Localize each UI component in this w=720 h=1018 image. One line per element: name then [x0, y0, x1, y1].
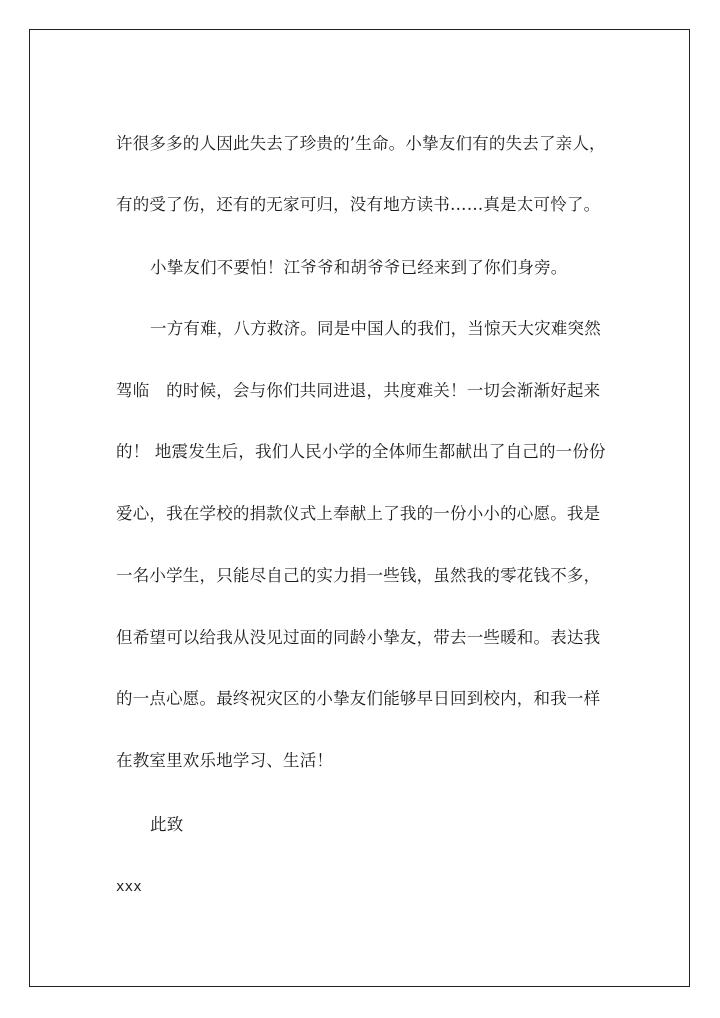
body-line-7: 爱心，我在学校的捐款仪式上奉献上了我的一份小小的心愿。我是	[116, 504, 601, 523]
body-line-9: 但希望可以给我从没见过面的同龄小挚友，带去一些暖和。表达我	[116, 628, 601, 647]
body-line-2: 有的受了伤，还有的无家可归，没有地方读书……真是太可怜了。	[116, 195, 601, 214]
body-line-11: 在教室里欢乐地学习、生活！	[116, 751, 334, 770]
closing-salutation: 此致	[150, 815, 184, 834]
body-line-6: 的！ 地震发生后，我们人民小学的全体师生都献出了自己的一份份	[116, 442, 606, 461]
body-line-3: 小挚友们不要怕！江爷爷和胡爷爷已经来到了你们身旁。	[150, 258, 568, 277]
body-line-1: 许很多多的人因此失去了珍贵的’生命。小挚友们有的失去了亲人，	[116, 134, 606, 153]
signature: xxx	[116, 879, 142, 895]
body-line-8: 一名小学生，只能尽自己的实力捐一些钱，虽然我的零花钱不多，	[116, 566, 601, 585]
body-line-4: 一方有难，八方救济。同是中国人的我们，当惊天大灾难突然	[150, 319, 601, 338]
body-line-5: 驾临 的时候，会与你们共同进退，共度难关！一切会渐渐好起来	[116, 381, 601, 400]
body-line-10: 的一点心愿。最终祝灾区的小挚友们能够早日回到校内，和我一样	[116, 689, 601, 708]
